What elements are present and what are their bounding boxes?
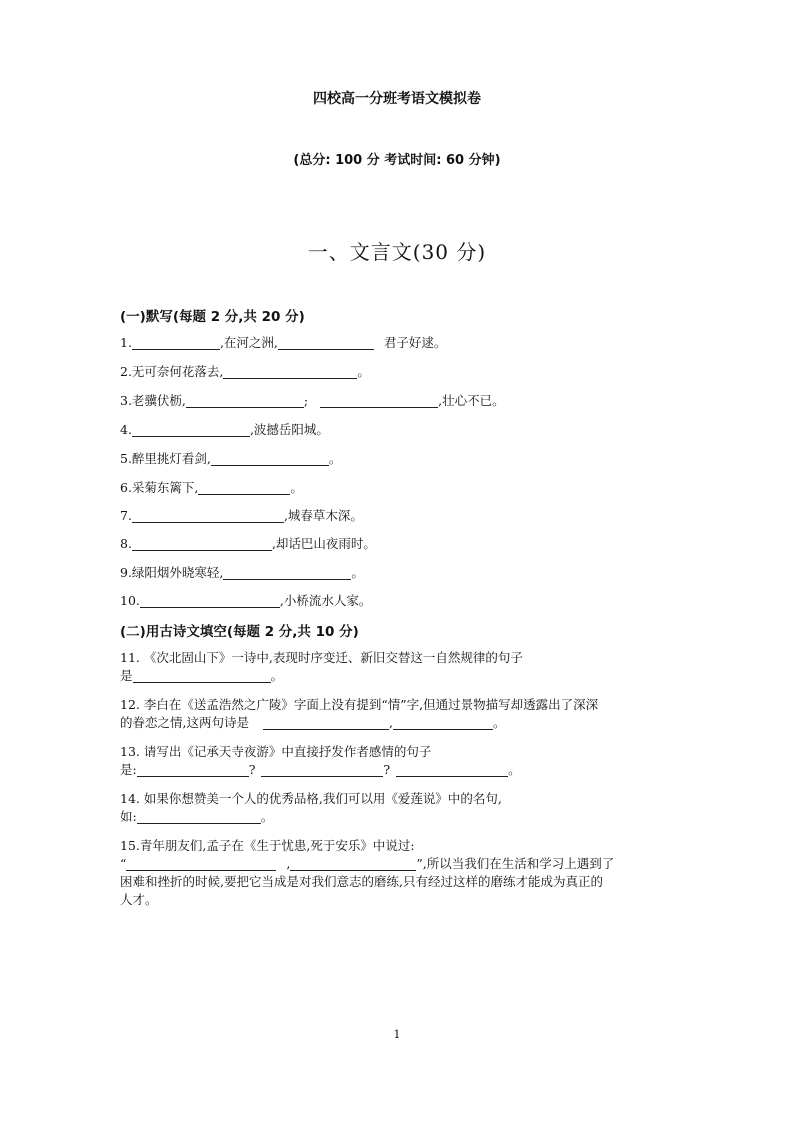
question-11-line1: 11. 《次北固山下》一诗中,表现时序变迁、新旧交替这一自然规律的句子 [120, 650, 523, 665]
q2-end: 。 [357, 364, 370, 379]
exam-subtitle: (总分: 100 分 考试时间: 60 分钟) [293, 153, 501, 168]
q12-mid: , [388, 715, 393, 730]
q11-prefix: 是 [120, 668, 133, 683]
question-5 [120, 449, 341, 469]
q12-prefix: 的眷恋之情,这两句诗是 [120, 715, 249, 730]
q10-end: ,小桥流水人家。 [279, 593, 372, 608]
q11-end: 。 [270, 668, 284, 683]
answer-blank[interactable] [278, 335, 374, 350]
question-12-line1: 12. 李白在《送孟浩然之广陵》字面上没有提到“情”字,但通过景物描写却透露出了深深 [120, 697, 599, 712]
question-15-line1: 15.青年朋友们,孟子在《生于忧患,死于安乐》中说过: [120, 838, 415, 853]
answer-blank[interactable] [126, 856, 276, 871]
part1-heading: (一)默写(每题 2 分,共 20 分) [120, 309, 305, 325]
q6-text: 6.采菊东篱下, [120, 480, 199, 495]
q4-number: 4. [120, 422, 132, 437]
answer-blank[interactable] [186, 393, 304, 408]
section-heading: 一、文言文(30 分) [307, 240, 487, 264]
q7-number: 7. [120, 508, 132, 523]
question-15-line3: 困难和挫折的时候,要把它当成是对我们意志的磨练,只有经过这样的磨练才能成为真正的 [120, 874, 603, 889]
q14-prefix: 如: [120, 809, 137, 824]
question-3 [120, 391, 505, 411]
question-12-line2 [120, 713, 505, 733]
answer-blank[interactable] [211, 451, 329, 466]
answer-blank[interactable] [198, 480, 290, 495]
question-2 [120, 362, 370, 382]
question-15-line4: 人才。 [120, 892, 158, 907]
question-15-line2 [120, 854, 614, 874]
q2-text: 2.无可奈何花落去, [120, 364, 224, 379]
question-10 [120, 591, 371, 611]
answer-blank[interactable] [261, 762, 383, 777]
q13-prefix: 是: [120, 762, 137, 777]
q1-text-a: ,在河之洲, [219, 335, 278, 350]
question-13-line2 [120, 760, 521, 780]
question-7 [120, 506, 363, 526]
answer-blank[interactable] [223, 364, 357, 379]
question-13-line1: 13. 请写出《记承天寺夜游》中直接抒发作者感情的句子 [120, 744, 432, 759]
answer-blank[interactable] [263, 715, 389, 730]
answer-blank[interactable] [223, 565, 351, 580]
q6-end: 。 [290, 480, 303, 495]
q3-end: ,壮心不已。 [438, 393, 505, 408]
answer-blank[interactable] [140, 593, 280, 608]
q9-text: 9.绿阳烟外晓寒轻, [120, 565, 224, 580]
q13-question-mark: ? [248, 762, 256, 777]
question-6 [120, 478, 303, 498]
q15-close: ”,所以当我们在生活和学习上遇到了 [416, 856, 615, 871]
q12-end: 。 [492, 715, 506, 730]
q14-end: 。 [260, 809, 274, 824]
answer-blank[interactable] [132, 536, 272, 551]
q8-number: 8. [120, 536, 132, 551]
q15-mid: , [286, 856, 291, 871]
answer-blank[interactable] [320, 393, 438, 408]
question-8 [120, 534, 376, 554]
q13-end: 。 [508, 762, 521, 777]
question-14-line2 [120, 807, 273, 827]
answer-blank[interactable] [137, 809, 261, 824]
answer-blank[interactable] [396, 762, 508, 777]
q3-text: 3.老骥伏枥, [120, 393, 186, 408]
answer-blank[interactable] [133, 668, 271, 683]
q3-mid: ; [303, 393, 309, 408]
exam-title: 四校高一分班考语文模拟卷 [313, 91, 481, 107]
q4-end: ,波撼岳阳城。 [249, 422, 329, 437]
question-4 [120, 420, 329, 440]
q1-text-b: 君子好逑。 [383, 335, 447, 350]
q5-text: 5.醉里挑灯看剑, [120, 451, 211, 466]
answer-blank[interactable] [132, 335, 220, 350]
answer-blank[interactable] [393, 715, 493, 730]
q13-question-mark: ? [383, 762, 391, 777]
q1-number: 1. [120, 335, 132, 350]
answer-blank[interactable] [137, 762, 249, 777]
answer-blank[interactable] [132, 508, 284, 523]
question-1 [120, 333, 446, 353]
q10-number: 10. [120, 593, 140, 608]
question-14-line1: 14. 如果你想赞美一个人的优秀品格,我们可以用《爱莲说》中的名句, [120, 791, 502, 806]
q15-open-quote: “ [120, 856, 127, 871]
q7-end: ,城春草木深。 [283, 508, 363, 523]
answer-blank[interactable] [290, 856, 416, 871]
q8-end: ,却话巴山夜雨时。 [271, 536, 376, 551]
answer-blank[interactable] [132, 422, 250, 437]
question-9 [120, 563, 364, 583]
question-11-line2 [120, 666, 283, 686]
q5-end: 。 [328, 451, 342, 466]
q9-end: 。 [351, 565, 364, 580]
page-number: 1 [393, 1028, 401, 1041]
part2-heading: (二)用古诗文填空(每题 2 分,共 10 分) [120, 624, 359, 640]
